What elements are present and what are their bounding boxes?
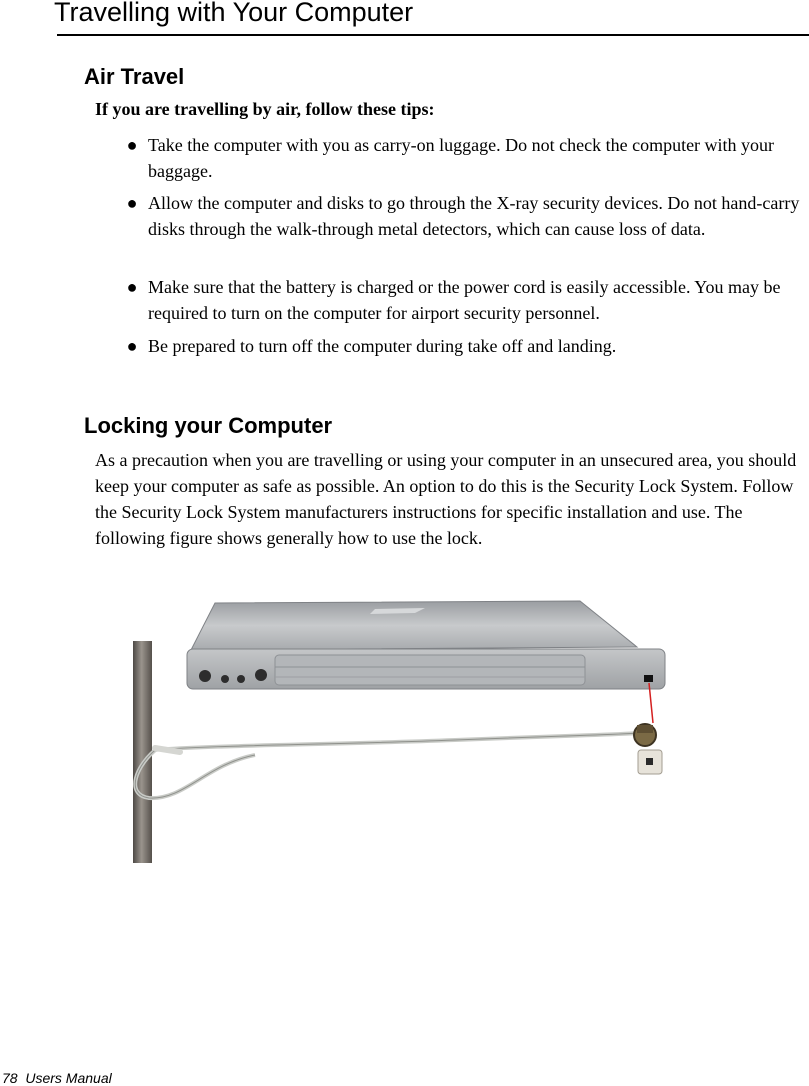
list-item: [95, 132, 809, 184]
security-lock-figure: [125, 595, 685, 865]
page-title: Travelling with Your Computer: [54, 0, 414, 27]
header-rule: [57, 34, 809, 36]
tips-intro: If you are travelling by air, follow these tips:: [95, 99, 435, 119]
bullet-icon: ●: [126, 277, 138, 297]
list-item: [95, 333, 809, 359]
section-heading-locking: Locking your Computer: [84, 413, 333, 438]
port-icon: [237, 675, 245, 683]
list-item: [95, 190, 809, 242]
cable-loop: [135, 747, 255, 798]
tip-text: Take the computer with you as carry-on luggage. Do not check the computer with your baggage.: [148, 135, 775, 181]
port-icon: [199, 670, 211, 682]
bullet-icon: ●: [126, 336, 138, 356]
port-icon: [255, 669, 267, 681]
manual-name: Users Manual: [25, 1070, 112, 1086]
bullet-icon: ●: [126, 193, 138, 213]
port-icon: [221, 675, 229, 683]
bullet-icon: ●: [126, 135, 138, 155]
tip-text: Allow the computer and disks to go through the X-ray security devices. Do not hand-carry disks through the walk-through metal detectors, which can cause loss of data.: [148, 193, 800, 239]
page-number: 78: [2, 1070, 18, 1086]
section-heading-air-travel: Air Travel: [84, 64, 185, 89]
locking-paragraph: As a precaution when you are travelling or using your computer in an unsecured area, you should keep your computer as safe as possible. An option to do this is the Security Lock System. Follow the Security Lock System manufacturers instructions for specific installation and use. The following figure shows generally how to use the lock.: [95, 450, 797, 548]
page-footer: [2, 1070, 112, 1086]
rear-hinge-cover: [275, 655, 585, 685]
security-slot: [644, 675, 653, 682]
pole: [133, 641, 152, 863]
tip-text: Make sure that the battery is charged or the power cord is easily accessible. You may be required to turn on the computer for airport security personnel.: [148, 277, 781, 323]
tip-text: Be prepared to turn off the computer during take off and landing.: [148, 336, 617, 356]
list-item: [95, 274, 809, 326]
